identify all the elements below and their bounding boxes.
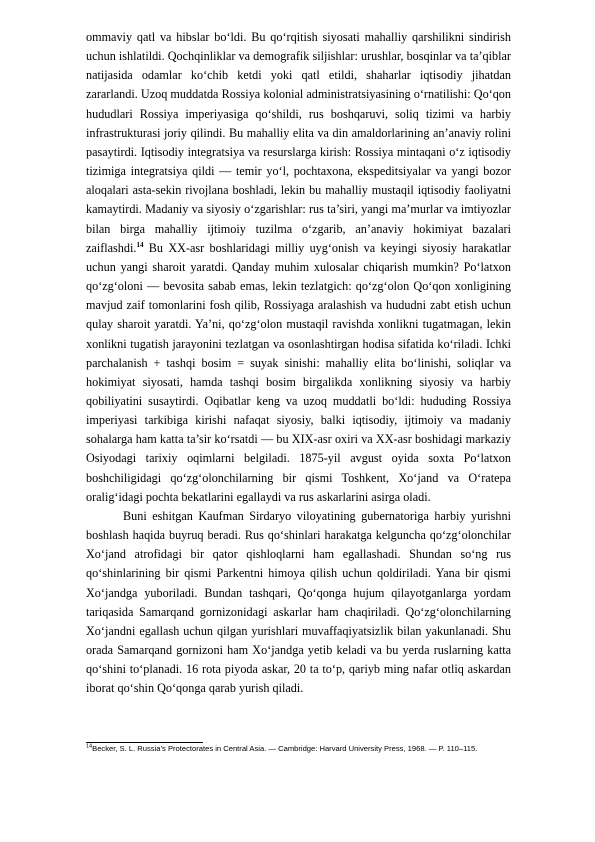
paragraph-1-text-after-ref: Bu XX-asr boshlaridagi milliy uyg‘onish va keyingi siyosiy harakatlar uchun yangi sharoit yaratdi. Qanday muhim xulosalar chiqarish mumkin? Po‘latxon qo‘zg‘oloni — bevosita sabab emas, lekin tezlatgich: qo‘zg‘olon Qo‘qon xonligining mavjud zaif tomonlarini fosh qilib, Rossiyaga aralashish va hududni zabt etish uchun qulay sharoit yaratdi. Ya’ni, qo‘zg‘olon mustaqil ravishda xonlikni tugatmagan, lekin xonlikni tugatish jarayonini tezlatgan va osonlashtirgan hodisa sifatida ko‘riladi. Ichki parchalanish + tashqi bosim = suyak sinishi: mahalliy elita bo‘linishi, soliqlar va hokimiyat siyosati, hamda tashqi bosim birgalikda xonlikning siyosiy va harbiy qobiliyatini susaytirdi. Oqibatlar keng va uzoq muddatli bo‘ldi: hududing Rossiya imperiyasi tarkibiga kirishi nafaqat siyosiy, balki iqtisodiy, ijtimoiy va madaniy sohalarga ham katta ta’sir ko‘rsatdi — bu XIX-asr oxiri va XX-asr boshidagi markaziy Osiyodagi tarixiy oqimlarni belgiladi. 1875-yil avgust oyida soxta Po‘latxon boshchiligidagi qo‘zg‘olonchilarning bir qismi Toshkent, Xo‘jand va O‘ratepa oralig‘idagi pochta bekatlarini egallaydi va rus askarlarini asirga oladi. — [86, 240, 511, 504]
body-text — [86, 28, 511, 698]
footnote — [86, 744, 516, 754]
paragraph-1 — [86, 28, 511, 507]
paragraph-1-text-before-ref: ommaviy qatl va hibslar bo‘ldi. Bu qo‘rqitish siyosati mahalliy qarshilikni sindirish uchun ishlatildi. Qochqinliklar va demografik siljishlar: urushlar, bosqinlar va ta’qiblar natijasida odamlar ko‘chib ketdi yoki qatl etildi, shaharlar iqtisodiy jihatdan zararlandi. Uzoq muddatda Rossiya kolonial administratsiyasining o‘rnatilishi: Qo‘qon hududlari Rossiya imperiyasiga qo‘shildi, rus boshqaruvi, soliq tizimi va harbiy infrastrukturasi joriy qilindi. Bu mahalliy elita va din amaldorlarining an’anaviy rolini pasaytirdi. Iqtisodiy integratsiya va resurslarga kirish: Rossiya mintaqani o‘z iqtisodiy tizimiga integratsiya qildi — temir yo‘l, pochtaxona, ekspeditsiyalar va yangi bozor aloqalari asta-sekin rivojlana boshladi, lekin bu mahalliy mustaqil iqtisodiy faoliyatni kamaytirdi. Madaniy va siyosiy o‘zgarishlar: rus ta’siri, yangi ma’murlar va imtiyozlar bilan birga mahalliy ijtimoiy tuzilma o‘zgarib, an’anaviy hokimiyat bazalari zaiflashdi. — [86, 30, 511, 255]
footnote-mark: 14 — [86, 743, 93, 750]
footnote-text: Becker, S. L. Russia’s Protectorates in Central Asia. — Cambridge: Harvard University Press, 1968. — P. 110–115. — [92, 744, 478, 753]
footnote-separator — [86, 742, 203, 743]
footnote-reference: 14 — [136, 240, 144, 249]
paragraph-2: Buni eshitgan Kaufman Sirdaryo viloyatining gubernatoriga harbiy yurishni boshlash haqida buyruq beradi. Rus qo‘shinlari harakatga kelguncha qo‘zg‘olonchilar Xo‘jand atrofidagi bir qator qishloqlarni ham egallashadi. Shundan so‘ng rus qo‘shinlarining bir qismi Parkentni himoya qilish uchun qoldiriladi. Yana bir qismi Xo‘jandga yuboriladi. Bundan tashqari, Qo‘qonga hujum qilayotganlarga yordam tariqasida Samarqand gornizonidagi askarlar ham chaqiriladi. Qo‘zg‘olonchilarning Xo‘jandni egallash uchun qilgan yurishlari muvaffaqiyatsizlik bilan yakunlanadi. Shu orada Samarqand gornizoni ham Xo‘jandga yetib keladi va bu yerda ruslarning katta qo‘shini to‘planadi. 16 rota piyoda askar, 20 ta to‘p, qariyb ming nafar otliq askardan iborat qo‘shin Qo‘qonga qarab yurish qiladi. — [86, 508, 511, 696]
